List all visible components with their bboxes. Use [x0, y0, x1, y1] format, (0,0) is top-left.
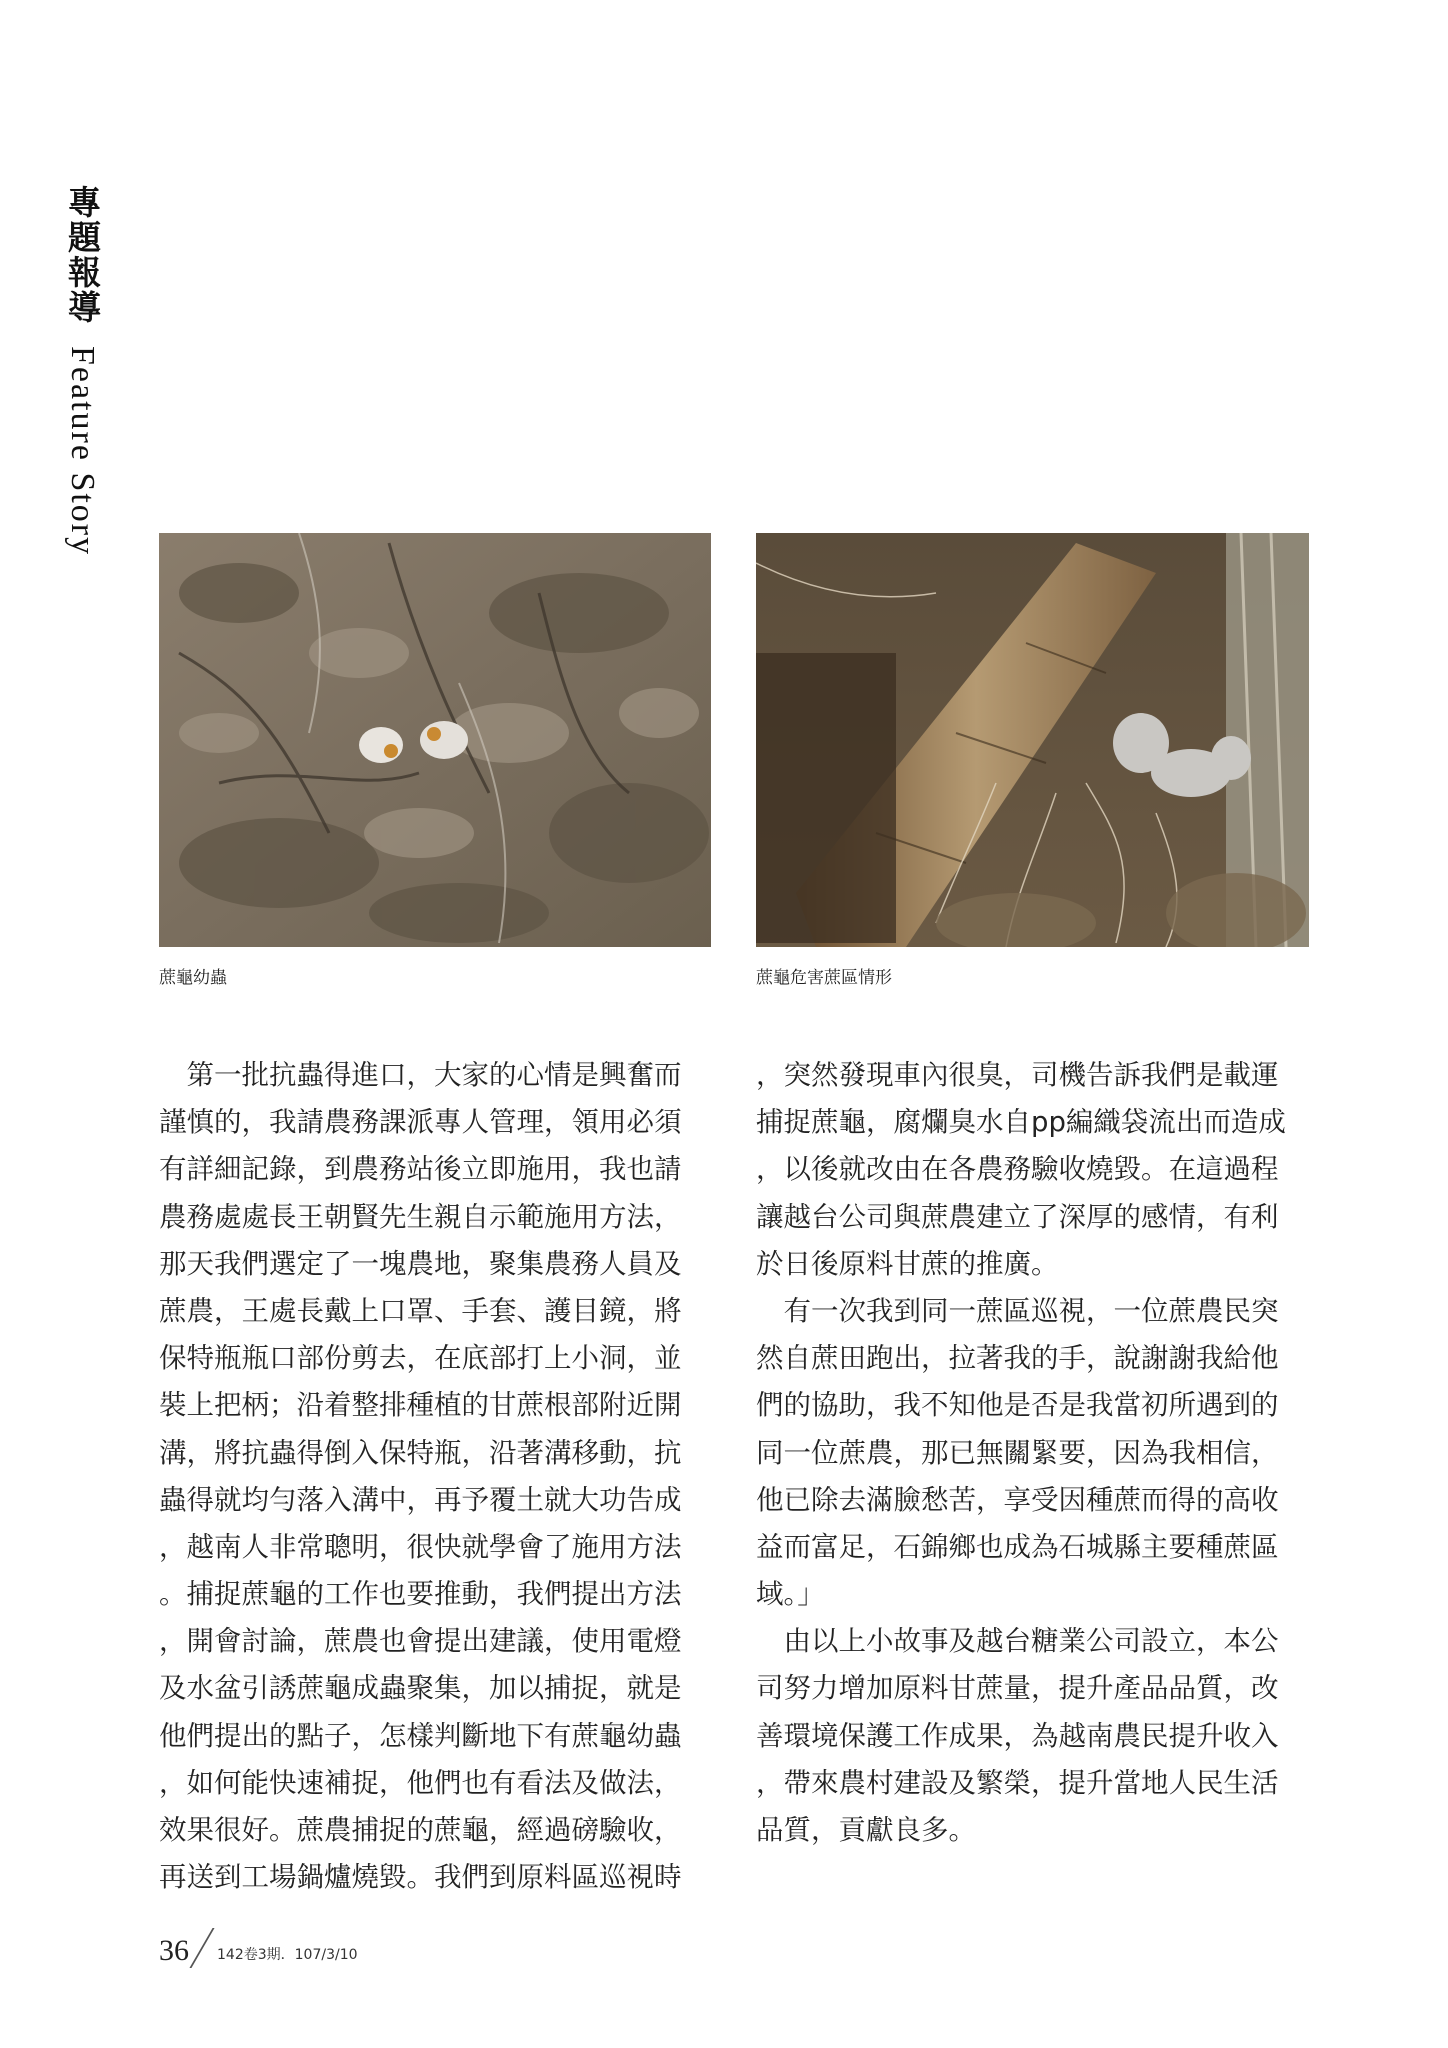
text-line: 司努力增加原料甘蔗量，提升產品品質，改 [756, 1672, 1279, 1705]
text-line: 及水盆引誘蔗龜成蟲聚集，加以捕捉，就是 [159, 1672, 682, 1705]
text-line: ，突然發現車內很臭，司機告訴我們是載運 [756, 1059, 1279, 1091]
text-line: 同一位蔗農，那已無關緊要，因為我相信， [756, 1436, 1279, 1469]
text-line: 農務處處長王朝賢先生親自示範施用方法， [159, 1200, 682, 1233]
section-label-cn: 專題報導 [63, 185, 102, 325]
footer-divider [189, 1928, 214, 1968]
page-number: 36 [159, 1934, 189, 1967]
section-label-en: Feature Story [64, 345, 101, 556]
text-line: 有詳細記錄，到農務站後立即施用，我也請 [159, 1153, 682, 1186]
body-text-right-column [756, 1052, 1309, 1854]
text-line: 。捕捉蔗龜的工作也要推動，我們提出方法 [159, 1578, 682, 1611]
text-line: 讓越台公司與蔗農建立了深厚的感情，有利 [756, 1200, 1279, 1233]
text-line: 於日後原料甘蔗的推廣。 [756, 1247, 1059, 1280]
text-line: 再送到工場鍋爐燒毀。我們到原料區巡視時 [159, 1861, 682, 1894]
issue-info: 142卷3期．107/3/10 [217, 1947, 358, 1963]
text-line: 第一批抗蟲得進口，大家的心情是興奮而 [159, 1059, 682, 1091]
body-text-left-column [159, 1052, 711, 1901]
text-line: ，越南人非常聰明，很快就學會了施用方法 [159, 1530, 682, 1563]
text-line: 益而富足，石錦鄉也成為石城縣主要種蔗區 [756, 1530, 1279, 1563]
text-line: 他已除去滿臉愁苦，享受因種蔗而得的高收 [756, 1483, 1279, 1516]
page-footer [159, 1928, 358, 1968]
text-line: 捕捉蔗龜，腐爛臭水自pp編織袋流出而造成 [756, 1106, 1286, 1139]
photo-grubs-in-soil [159, 533, 711, 947]
text-line: ，開會討論，蔗農也會提出建議，使用電燈 [159, 1625, 682, 1658]
text-line: 有一次我到同一蔗區巡視，一位蔗農民突 [756, 1294, 1279, 1327]
text-line: 裝上把柄；沿着整排種植的甘蔗根部附近開 [159, 1389, 682, 1422]
text-line: 蟲得就均勻落入溝中，再予覆土就大功告成 [159, 1483, 682, 1516]
text-line: 效果很好。蔗農捕捉的蔗龜，經過磅驗收， [159, 1814, 682, 1846]
text-line: ，以後就改由在各農務驗收燒毀。在這過程 [756, 1153, 1279, 1186]
text-line: 蔗農，王處長戴上口罩、手套、護目鏡，將 [159, 1294, 682, 1327]
text-line: 保特瓶瓶口部份剪去，在底部打上小洞，並 [159, 1342, 682, 1375]
text-line: 品質，貢獻良多。 [756, 1814, 976, 1846]
photo-caption-left: 蔗龜幼蟲 [159, 968, 227, 988]
text-line: ，帶來農村建設及繁榮，提升當地人民生活 [756, 1766, 1279, 1799]
text-line: 那天我們選定了一塊農地，聚集農務人員及 [159, 1247, 682, 1280]
photo-damaged-cane [756, 533, 1309, 947]
text-line: 由以上小故事及越台糖業公司設立，本公 [756, 1625, 1279, 1658]
text-line: 溝，將抗蟲得倒入保特瓶，沿著溝移動，抗 [159, 1436, 682, 1469]
section-label [62, 185, 102, 556]
text-line: 們的協助，我不知他是否是我當初所遇到的 [756, 1389, 1279, 1422]
text-line: 善環境保護工作成果，為越南農民提升收入 [756, 1719, 1279, 1752]
text-line: 然自蔗田跑出，拉著我的手，說謝謝我給他 [756, 1342, 1279, 1375]
text-line: 謹慎的，我請農務課派專人管理，領用必須 [159, 1106, 682, 1139]
text-line: 他們提出的點子，怎樣判斷地下有蔗龜幼蟲 [159, 1719, 682, 1752]
text-line: 域。」 [756, 1578, 825, 1611]
photo-caption-right: 蔗龜危害蔗區情形 [756, 968, 892, 988]
text-line: ，如何能快速補捉，他們也有看法及做法， [159, 1766, 682, 1799]
